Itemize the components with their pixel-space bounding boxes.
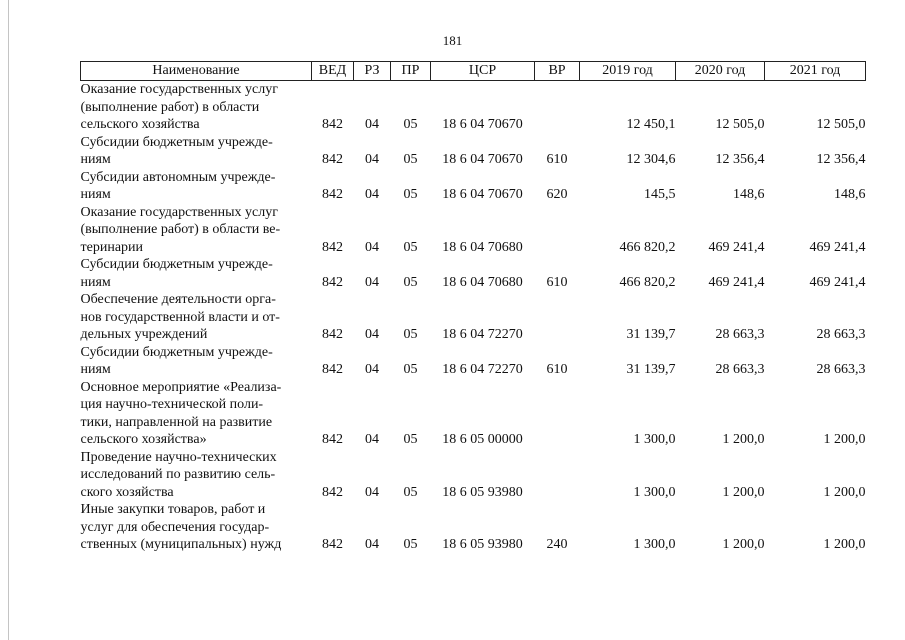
row-2021: 12 505,0 xyxy=(816,117,866,132)
row-name-line: Обеспечение деятельности орга- xyxy=(80,292,276,307)
row-2021: 28 663,3 xyxy=(816,362,866,377)
row-rz: 04 xyxy=(365,274,379,290)
row-2021: 28 663,3 xyxy=(816,327,866,342)
row-pr: 05 xyxy=(403,327,418,342)
row-2020: 1 200,0 xyxy=(722,537,765,552)
row-pr: 05 xyxy=(403,362,418,377)
table-row xyxy=(81,169,866,204)
row-2020: 12 505,0 xyxy=(715,117,765,132)
table-row xyxy=(81,256,866,291)
table-row xyxy=(81,501,866,554)
row-pr: 05 xyxy=(403,187,418,202)
row-csr: 18 6 04 72270 xyxy=(442,327,523,342)
row-rz: 04 xyxy=(365,239,379,255)
row-2019: 466 820,2 xyxy=(619,239,676,255)
row-2021: 1 200,0 xyxy=(823,537,866,552)
row-name-line: Оказание государственных услуг xyxy=(80,204,278,220)
row-2021: 469 241,4 xyxy=(809,239,866,255)
row-vr: 240 xyxy=(546,537,568,552)
table-row xyxy=(81,134,866,169)
row-name-line: ниям xyxy=(80,152,111,167)
table-row xyxy=(81,379,866,449)
table-header-row xyxy=(81,62,866,81)
row-name-line: сельского хозяйства» xyxy=(80,432,207,447)
row-name xyxy=(81,204,312,257)
row-rz: 04 xyxy=(365,327,379,342)
header-name: Наименование xyxy=(81,62,312,81)
row-name-line: ция научно-технической поли- xyxy=(80,397,264,412)
table-row xyxy=(81,204,866,257)
row-name xyxy=(81,379,312,449)
row-csr: 18 6 04 70670 xyxy=(442,187,523,202)
row-2019: 12 304,6 xyxy=(626,152,676,167)
row-2020: 148,6 xyxy=(733,187,765,202)
row-name-line: сельского хозяйства xyxy=(80,117,200,132)
row-2021: 148,6 xyxy=(834,187,866,202)
row-name xyxy=(81,291,312,344)
row-name-line: Оказание государственных услуг xyxy=(80,82,278,97)
row-name-line: ского хозяйства xyxy=(80,484,174,500)
row-csr: 18 6 04 70670 xyxy=(442,152,523,167)
row-name xyxy=(81,81,312,134)
row-name-line: Основное мероприятие «Реализа- xyxy=(80,379,282,395)
row-2020: 469 241,4 xyxy=(708,239,765,255)
row-rz: 04 xyxy=(365,484,379,500)
row-2020: 1 200,0 xyxy=(722,432,765,447)
row-name-line: исследований по развитию сель- xyxy=(80,467,276,482)
row-name-line: теринарии xyxy=(80,239,144,255)
row-pr: 05 xyxy=(403,239,418,255)
header-ved: ВЕД xyxy=(312,62,354,81)
row-2020: 28 663,3 xyxy=(715,362,765,377)
row-rz: 04 xyxy=(365,187,379,202)
row-2019: 31 139,7 xyxy=(626,362,676,377)
row-ved: 842 xyxy=(322,484,343,500)
header-csr: ЦСР xyxy=(431,62,535,81)
row-csr: 18 6 05 93980 xyxy=(442,484,523,500)
row-csr: 18 6 04 70680 xyxy=(442,239,523,255)
row-ved: 842 xyxy=(322,432,343,447)
row-2021: 1 200,0 xyxy=(823,432,866,447)
row-name-line: ственных (муниципальных) нужд xyxy=(80,537,282,552)
row-2021: 1 200,0 xyxy=(823,484,866,500)
row-csr: 18 6 05 00000 xyxy=(442,432,523,447)
row-2021: 12 356,4 xyxy=(816,152,866,167)
row-rz: 04 xyxy=(365,537,379,552)
row-2020: 1 200,0 xyxy=(722,484,765,500)
row-2020: 469 241,4 xyxy=(708,274,765,290)
row-ved: 842 xyxy=(322,187,343,202)
row-2019: 31 139,7 xyxy=(626,327,676,342)
row-vr xyxy=(535,81,580,134)
row-rz: 04 xyxy=(365,152,379,167)
row-name-line: Субсидии бюджетным учрежде- xyxy=(80,257,273,272)
row-csr: 18 6 05 93980 xyxy=(442,537,523,552)
row-vr xyxy=(535,204,580,257)
row-ved: 842 xyxy=(322,239,343,255)
row-2019: 145,5 xyxy=(644,187,676,202)
row-pr: 05 xyxy=(403,432,418,447)
table-row xyxy=(81,291,866,344)
row-pr: 05 xyxy=(403,117,418,132)
row-2019: 12 450,1 xyxy=(626,117,676,132)
row-vr: 610 xyxy=(546,274,568,290)
row-pr: 05 xyxy=(403,152,418,167)
row-name-line: ниям xyxy=(80,274,111,290)
row-name xyxy=(81,169,312,204)
row-name xyxy=(81,449,312,502)
row-ved: 842 xyxy=(322,117,343,132)
row-pr: 05 xyxy=(403,484,418,500)
table-row xyxy=(81,344,866,379)
row-2019: 1 300,0 xyxy=(633,484,676,500)
row-name-line: Субсидии автономным учрежде- xyxy=(80,169,276,185)
row-name xyxy=(81,134,312,169)
row-name xyxy=(81,344,312,379)
header-2019: 2019 год xyxy=(580,62,676,81)
row-rz: 04 xyxy=(365,117,379,132)
header-2020: 2020 год xyxy=(676,62,765,81)
row-csr: 18 6 04 70680 xyxy=(442,274,523,290)
row-name-line: Иные закупки товаров, работ и xyxy=(80,502,266,517)
row-ved: 842 xyxy=(322,362,343,377)
header-pr: ПР xyxy=(391,62,431,81)
header-2021: 2021 год xyxy=(765,62,866,81)
table-row xyxy=(81,81,866,134)
row-vr: 610 xyxy=(546,152,568,167)
row-name-line: дельных учреждений xyxy=(80,327,208,342)
row-name-line: Проведение научно-технических xyxy=(80,449,277,465)
header-vr: ВР xyxy=(535,62,580,81)
row-vr: 620 xyxy=(546,187,568,202)
row-name-line: услуг для обеспечения государ- xyxy=(80,519,270,535)
row-name xyxy=(81,501,312,554)
row-name-line: ниям xyxy=(80,187,111,202)
row-name-line: Субсидии бюджетным учрежде- xyxy=(80,134,273,150)
row-name-line: ниям xyxy=(80,362,111,377)
row-vr xyxy=(535,291,580,344)
row-ved: 842 xyxy=(322,327,343,342)
row-ved: 842 xyxy=(322,274,343,290)
row-ved: 842 xyxy=(322,537,343,552)
row-name-line: нов государственной власти и от- xyxy=(80,309,280,325)
row-2019: 1 300,0 xyxy=(633,537,676,552)
budget-table xyxy=(80,61,866,554)
row-name-line: (выполнение работ) в области xyxy=(80,99,260,115)
row-pr: 05 xyxy=(403,537,418,552)
row-2020: 28 663,3 xyxy=(715,327,765,342)
row-csr: 18 6 04 70670 xyxy=(442,117,523,132)
row-vr xyxy=(535,379,580,449)
table-row xyxy=(81,449,866,502)
row-name-line: тики, направленной на развитие xyxy=(80,414,273,430)
page-left-edge xyxy=(8,0,9,640)
row-name xyxy=(81,256,312,291)
row-name-line: Субсидии бюджетным учрежде- xyxy=(80,344,273,360)
row-vr: 610 xyxy=(546,362,568,377)
row-vr xyxy=(535,449,580,502)
row-ved: 842 xyxy=(322,152,343,167)
header-rz: РЗ xyxy=(354,62,391,81)
row-pr: 05 xyxy=(403,274,418,290)
row-name-line: (выполнение работ) в области ве- xyxy=(80,222,281,237)
row-2021: 469 241,4 xyxy=(809,274,866,290)
page-number: 181 xyxy=(442,33,463,48)
row-2020: 12 356,4 xyxy=(715,152,765,167)
row-2019: 1 300,0 xyxy=(633,432,676,447)
row-csr: 18 6 04 72270 xyxy=(442,362,523,377)
row-rz: 04 xyxy=(365,362,379,377)
row-2019: 466 820,2 xyxy=(619,274,676,290)
row-rz: 04 xyxy=(365,432,379,447)
